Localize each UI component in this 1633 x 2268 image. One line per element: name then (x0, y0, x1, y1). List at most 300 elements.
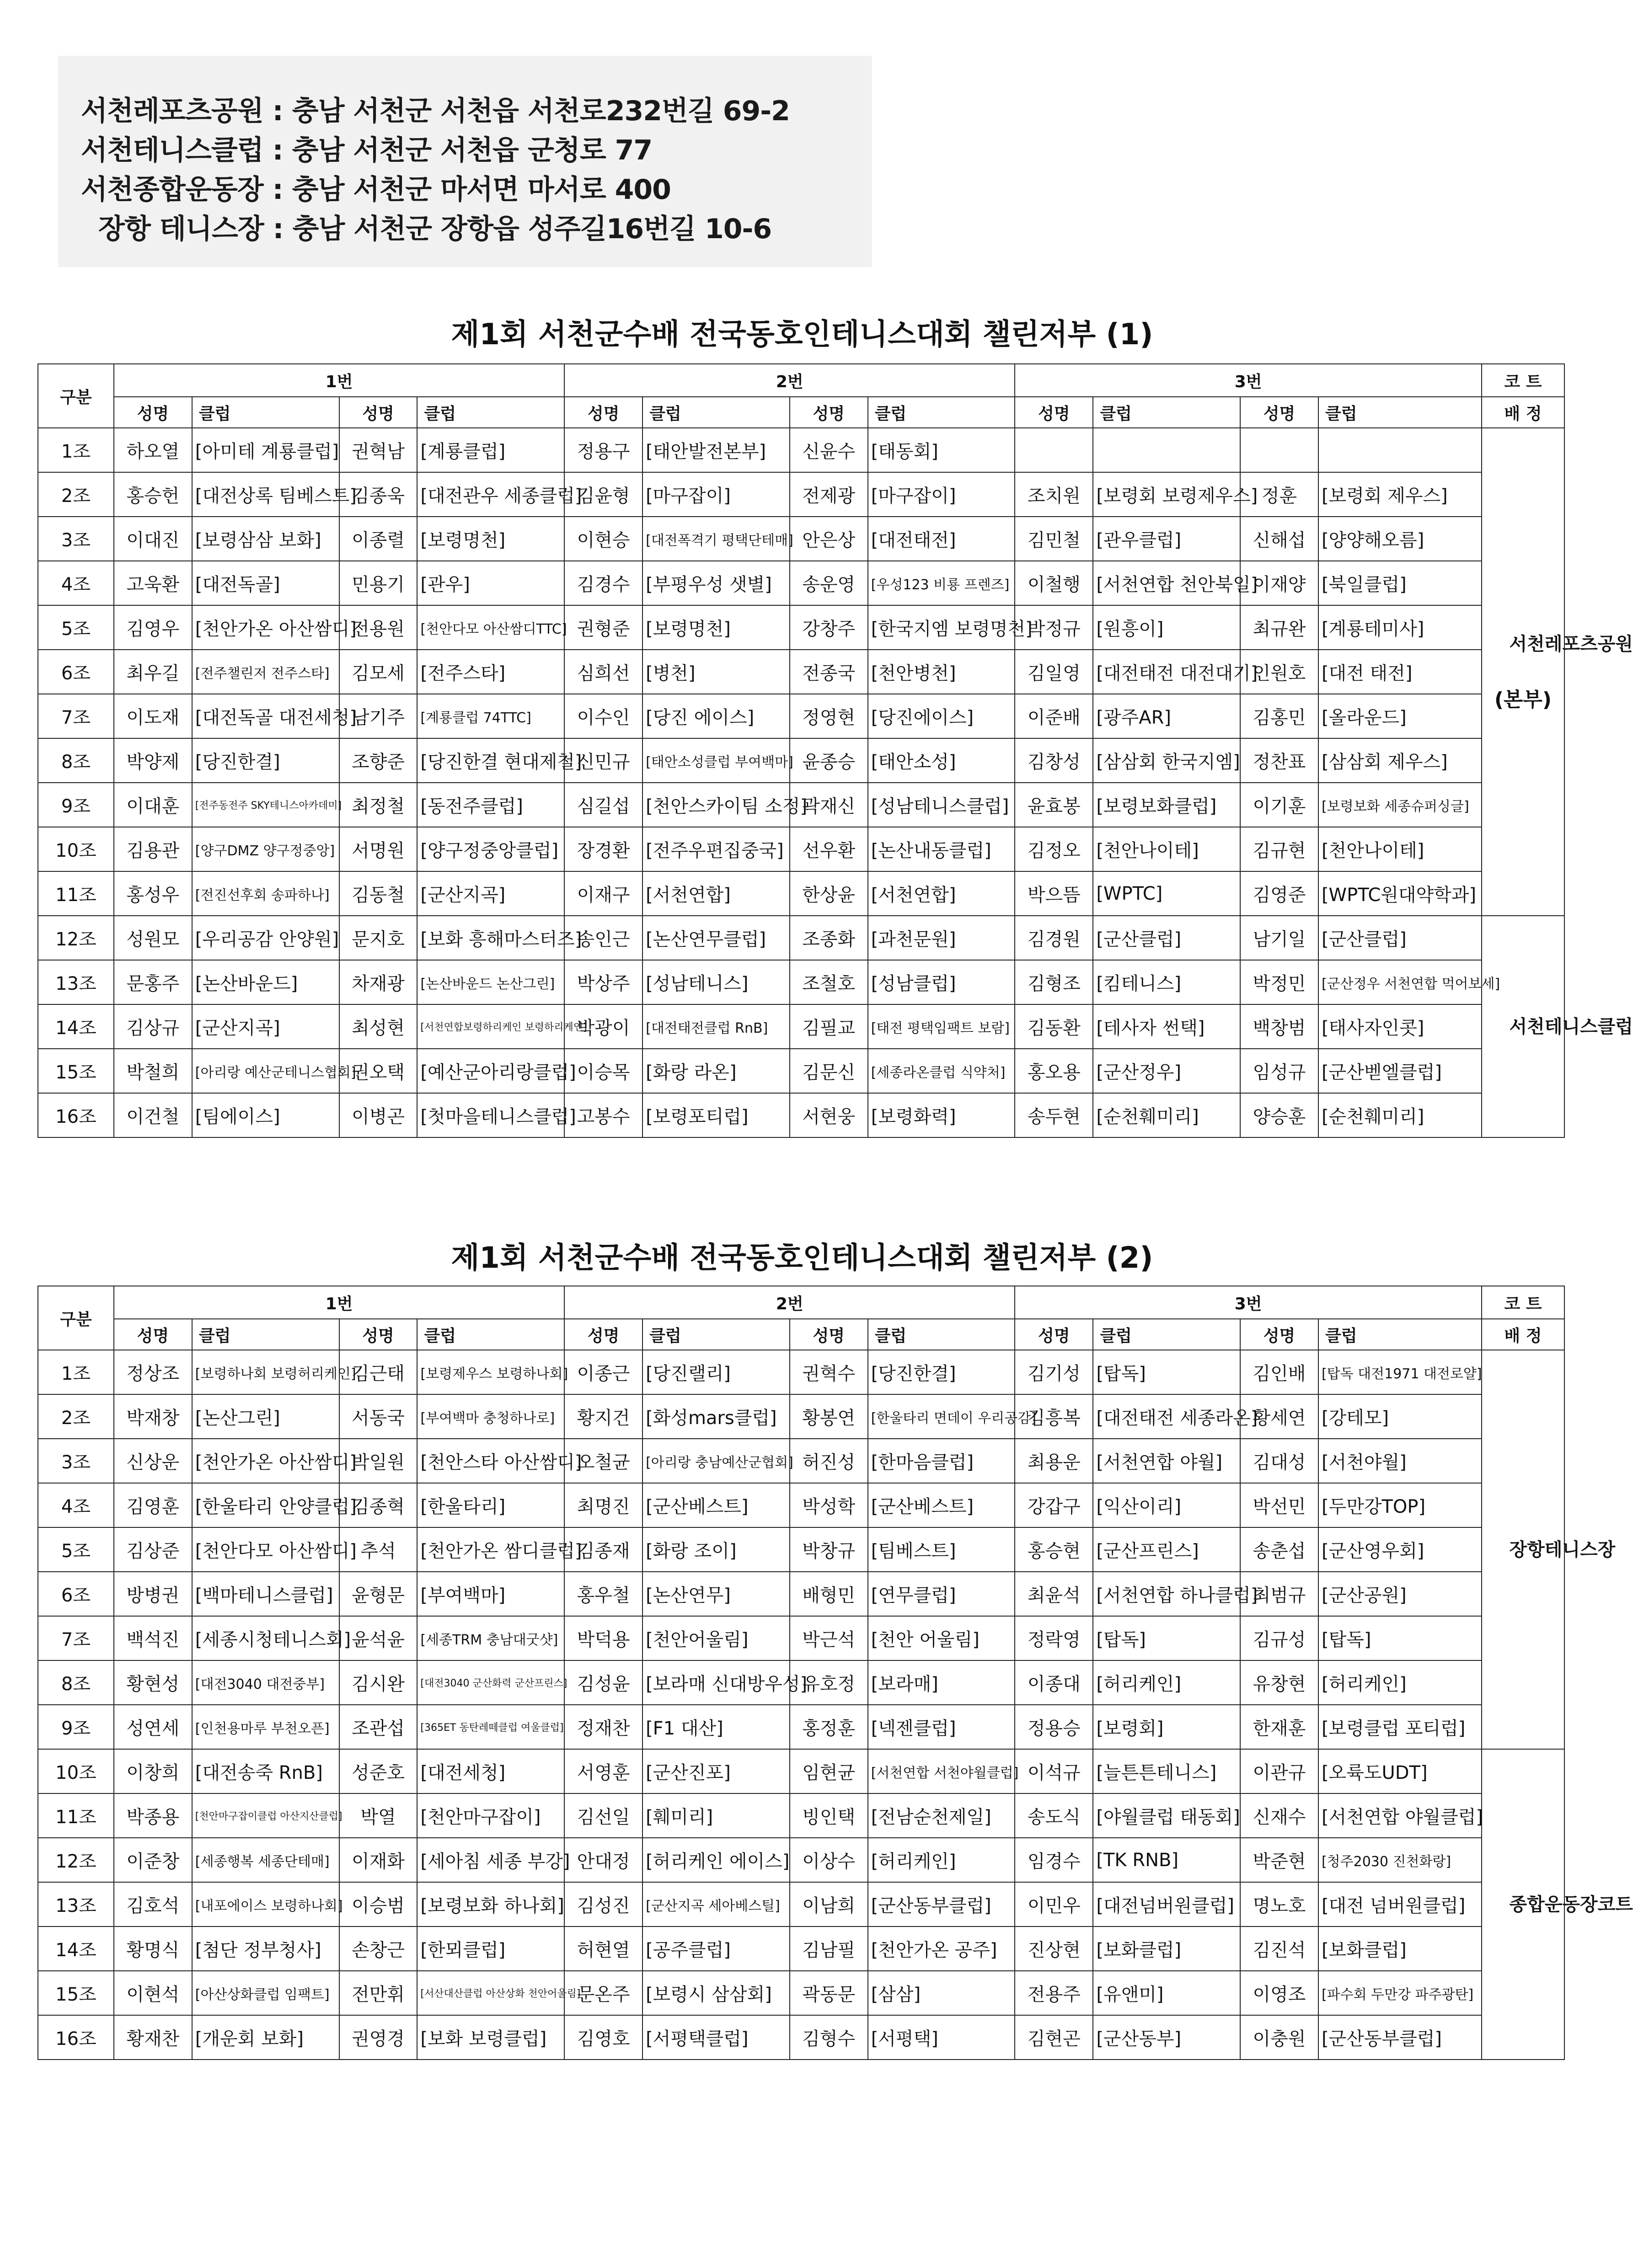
player-name: 전종국 (790, 650, 868, 694)
table-row (38, 1882, 1564, 1926)
player-club: [첫마을테니스클럽] (417, 1093, 564, 1137)
player-name: 이준창 (114, 1838, 192, 1882)
player-name: 유창현 (1240, 1660, 1318, 1705)
player-name: 이도재 (114, 694, 192, 738)
player-club: [전진선후회 송파하나] (192, 871, 339, 916)
player-club: [서천연합] (868, 871, 1015, 916)
header-court: 코 트 (1482, 1286, 1564, 1319)
player-club: [태안소성] (868, 738, 1015, 783)
player-club: [군산공원] (1318, 1572, 1482, 1616)
player-name: 하오열 (114, 428, 192, 472)
table-row (38, 1049, 1564, 1093)
header-club: 클럽 (192, 397, 339, 428)
player-club: [보령명천] (417, 517, 564, 561)
player-club: [동전주클럽] (417, 783, 564, 827)
header-group: 구분 (38, 364, 114, 428)
player-club: [팀에이스] (192, 1093, 339, 1137)
player-name: 이석규 (1015, 1749, 1093, 1793)
player-name: 최성현 (339, 1004, 418, 1049)
player-name: 이병곤 (339, 1093, 418, 1137)
player-name: 허현열 (564, 1926, 642, 1971)
player-name: 이수인 (564, 694, 642, 738)
table-row (38, 1793, 1564, 1838)
table-title: 제1회 서천군수배 전국동호인테니스대회 챌린저부 (1) (451, 318, 1153, 352)
player-name: 안대정 (564, 1838, 642, 1882)
player-name: 김남필 (790, 1926, 868, 1971)
player-name: 박광이 (564, 1004, 642, 1049)
player-club: [보령회 제우스] (1318, 472, 1482, 517)
player-club: [관우] (417, 561, 564, 605)
player-club: [군산베스트] (642, 1483, 790, 1527)
header-slot2: 2번 (564, 364, 1015, 397)
player-club: [양구정중앙클럽] (417, 827, 564, 871)
group-label: 1조 (38, 1350, 114, 1394)
player-club: [군산클럽] (1093, 916, 1240, 960)
header-name: 성명 (1240, 1319, 1318, 1350)
player-club: [서천야월] (1318, 1439, 1482, 1483)
player-name: 권혁수 (790, 1350, 868, 1394)
player-name: 박일원 (339, 1439, 418, 1483)
header-name: 성명 (1015, 1319, 1093, 1350)
player-name: 신윤수 (790, 428, 868, 472)
player-name: 김필교 (790, 1004, 868, 1049)
player-name: 정재찬 (564, 1705, 642, 1749)
player-name: 이대진 (114, 517, 192, 561)
player-club: [대전3040 대전중부] (192, 1660, 339, 1705)
header-slot2: 2번 (564, 1286, 1015, 1319)
player-name: 전용원 (339, 605, 418, 650)
player-club: [태동회] (868, 428, 1015, 472)
player-name: 유호정 (790, 1660, 868, 1705)
table-row (38, 1749, 1564, 1793)
player-name: 오철균 (564, 1439, 642, 1483)
player-club: [서천연합보령하리케인 보령하리케인] (417, 1004, 564, 1049)
player-name: 권혁남 (339, 428, 418, 472)
player-name: 김성윤 (564, 1660, 642, 1705)
group-label: 9조 (38, 1705, 114, 1749)
player-club: [대전3040 군산화력 군산프린스] (417, 1660, 564, 1705)
player-club: [천안가온 아산쌈디] (192, 1439, 339, 1483)
player-name (1015, 428, 1093, 472)
player-name: 김근태 (339, 1350, 418, 1394)
player-name: 선우환 (790, 827, 868, 871)
table-row (38, 871, 1564, 916)
table-row (38, 1350, 1564, 1394)
player-name: 김창성 (1015, 738, 1093, 783)
player-club: [대전태전 대전대기] (1093, 650, 1240, 694)
header-club: 클럽 (1318, 1319, 1482, 1350)
player-name: 최우길 (114, 650, 192, 694)
player-club: [양구DMZ 양구정중앙] (192, 827, 339, 871)
group-label: 15조 (38, 1971, 114, 2015)
table-row (38, 428, 1564, 472)
player-club: [관우클럽] (1093, 517, 1240, 561)
player-name: 홍우철 (564, 1572, 642, 1616)
player-club: [천안다모 아산쌈디TTC] (417, 605, 564, 650)
player-club: [당진한결] (192, 738, 339, 783)
player-club: [탑독 대전1971 대전로얄] (1318, 1350, 1482, 1394)
player-club: [서천연합 야월클럽] (1318, 1793, 1482, 1838)
court-assignment (1482, 1749, 1633, 2060)
player-club: [순천훼미리] (1093, 1093, 1240, 1137)
group-label: 8조 (38, 1660, 114, 1705)
player-club (1318, 428, 1482, 472)
group-label: 8조 (38, 738, 114, 783)
player-club: [보령제우스 보령하나회] (417, 1350, 564, 1394)
player-club (1093, 428, 1240, 472)
venue-address: 서천레포츠공원 : 충남 서천군 서천읍 서천로232번길 69-2 (81, 95, 790, 127)
player-name: 이기훈 (1240, 783, 1318, 827)
player-club: [보화 보령클럽] (417, 2015, 564, 2060)
player-name: 최정철 (339, 783, 418, 827)
header-name: 성명 (564, 397, 642, 428)
player-club: [F1 대산] (642, 1705, 790, 1749)
player-name: 김성진 (564, 1882, 642, 1926)
player-name: 이종렬 (339, 517, 418, 561)
player-name: 백창범 (1240, 1004, 1318, 1049)
player-club: [천안다모 아산쌈디] (192, 1527, 339, 1572)
player-name: 박준현 (1240, 1838, 1318, 1882)
header-name: 성명 (790, 1319, 868, 1350)
player-name: 김영우 (114, 605, 192, 650)
player-club: [팀베스트] (868, 1527, 1015, 1572)
player-name: 이승목 (564, 1049, 642, 1093)
player-club: [늘튼튼테니스] (1093, 1749, 1240, 1793)
player-name: 인원호 (1240, 650, 1318, 694)
player-club: [군산지곡] (417, 871, 564, 916)
player-name: 윤형문 (339, 1572, 418, 1616)
player-club: [내포에이스 보령하나회] (192, 1882, 339, 1926)
player-club: [논산내동클럽] (868, 827, 1015, 871)
group-label: 11조 (38, 1793, 114, 1838)
player-name: 정훈 (1240, 472, 1318, 517)
player-club: [대전관우 세종클럽] (417, 472, 564, 517)
player-name: 성준호 (339, 1749, 418, 1793)
player-club: [보령회] (1093, 1705, 1240, 1749)
player-name: 김진석 (1240, 1926, 1318, 1971)
player-club: [마구잡이] (642, 472, 790, 517)
player-name: 윤종승 (790, 738, 868, 783)
player-club: [TK RNB] (1093, 1838, 1240, 1882)
player-club: [군산진포] (642, 1749, 790, 1793)
player-name: 서현웅 (790, 1093, 868, 1137)
group-label: 3조 (38, 517, 114, 561)
table-title: 제1회 서천군수배 전국동호인테니스대회 챌린저부 (2) (451, 1241, 1153, 1275)
player-club: [천안가온 쌈디클럽] (417, 1527, 564, 1572)
player-name: 이현석 (114, 1971, 192, 2015)
player-club: [보라매 신대방우성] (642, 1660, 790, 1705)
player-club: [올라운드] (1318, 694, 1482, 738)
player-name: 박양제 (114, 738, 192, 783)
player-name: 박정규 (1015, 605, 1093, 650)
table-row (38, 1439, 1564, 1483)
player-name: 명노호 (1240, 1882, 1318, 1926)
player-name: 서동국 (339, 1394, 418, 1439)
player-name: 박종용 (114, 1793, 192, 1838)
player-name: 강창주 (790, 605, 868, 650)
player-club: [아리랑 충남예산군협회] (642, 1439, 790, 1483)
player-name: 차재광 (339, 960, 418, 1004)
player-name: 김영준 (1240, 871, 1318, 916)
player-name: 전제광 (790, 472, 868, 517)
player-name: 김종재 (564, 1527, 642, 1572)
player-club: [대전태전] (868, 517, 1015, 561)
header-club: 클럽 (642, 397, 790, 428)
player-name: 방병권 (114, 1572, 192, 1616)
player-club: [보화클럽] (1093, 1926, 1240, 1971)
table-row (38, 1838, 1564, 1882)
player-club: [군산동부클럽] (1318, 2015, 1482, 2060)
player-name: 성연세 (114, 1705, 192, 1749)
player-name: 최용운 (1015, 1439, 1093, 1483)
table-row (38, 561, 1564, 605)
player-name: 서명원 (339, 827, 418, 871)
player-club: [태안소성클럽 부여백마] (642, 738, 790, 783)
player-name: 조종화 (790, 916, 868, 960)
player-club: [논산바운드] (192, 960, 339, 1004)
header-group: 구분 (38, 1286, 114, 1350)
player-club: [탑독] (1318, 1616, 1482, 1660)
player-name: 권오택 (339, 1049, 418, 1093)
player-club: [당진한결] (868, 1350, 1015, 1394)
table-row (38, 1926, 1564, 1971)
player-club: [부여백마] (417, 1572, 564, 1616)
player-club: [대전상록 팀베스트] (192, 472, 339, 517)
player-club: [야월클럽 태동회] (1093, 1793, 1240, 1838)
player-club: [허리케인] (868, 1838, 1015, 1882)
player-name: 이남희 (790, 1882, 868, 1926)
player-club: [천안스카이팀 소정] (642, 783, 790, 827)
player-club: [군산정우 서천연합 먹어보세] (1318, 960, 1482, 1004)
player-club: [인천용마루 부천오픈] (192, 1705, 339, 1749)
player-name: 조관섭 (339, 1705, 418, 1749)
header-name: 성명 (339, 1319, 418, 1350)
player-name: 김흥복 (1015, 1394, 1093, 1439)
court-note: (본부) (1494, 688, 1552, 711)
player-club: [우성123 비룡 프렌즈] (868, 561, 1015, 605)
group-label: 4조 (38, 561, 114, 605)
group-label: 12조 (38, 1838, 114, 1882)
player-name: 김용관 (114, 827, 192, 871)
player-club: [논산바운드 논산그린] (417, 960, 564, 1004)
header-name: 성명 (1015, 397, 1093, 428)
player-name: 서영훈 (564, 1749, 642, 1793)
player-name: 박재창 (114, 1394, 192, 1439)
header-name: 성명 (339, 397, 418, 428)
player-name: 홍오용 (1015, 1049, 1093, 1093)
player-club: [대전폭격기 평택단테매] (642, 517, 790, 561)
player-name: 이민우 (1015, 1882, 1093, 1926)
player-name: 조치원 (1015, 472, 1093, 517)
group-label: 16조 (38, 1093, 114, 1137)
header-club: 클럽 (1093, 1319, 1240, 1350)
player-club: [한국지엠 보령명천] (868, 605, 1015, 650)
player-name: 황재찬 (114, 2015, 192, 2060)
player-name: 김종혁 (339, 1483, 418, 1527)
player-club: [한울타리 면데이 우리공감] (868, 1394, 1015, 1439)
player-club: [서천연합] (642, 871, 790, 916)
player-club: [탑독] (1093, 1350, 1240, 1394)
player-name: 이현승 (564, 517, 642, 561)
player-club: [부여백마 충청하나로] (417, 1394, 564, 1439)
player-club: [당진한결 현대제철] (417, 738, 564, 783)
player-club: [대전태전 세종라온] (1093, 1394, 1240, 1439)
bracket-table (37, 363, 1633, 1138)
group-label: 6조 (38, 650, 114, 694)
player-club: [화랑 라온] (642, 1049, 790, 1093)
player-club: [논산연무클럽] (642, 916, 790, 960)
header-name: 성명 (564, 1319, 642, 1350)
group-label: 10조 (38, 827, 114, 871)
player-name: 정락영 (1015, 1616, 1093, 1660)
player-name: 박덕용 (564, 1616, 642, 1660)
player-club: [공주클럽] (642, 1926, 790, 1971)
player-name: 박열 (339, 1793, 418, 1838)
player-name: 배형민 (790, 1572, 868, 1616)
player-club: [전남순천제일] (868, 1793, 1015, 1838)
player-club: [천안스타 아산쌈디] (417, 1439, 564, 1483)
player-name: 윤효봉 (1015, 783, 1093, 827)
player-name: 백석진 (114, 1616, 192, 1660)
player-name: 김규성 (1240, 1616, 1318, 1660)
header-club: 클럽 (417, 397, 564, 428)
player-name: 추석 (339, 1527, 418, 1572)
table-row (38, 605, 1564, 650)
player-name: 정찬표 (1240, 738, 1318, 783)
player-club: [백마테니스클럽] (192, 1572, 339, 1616)
player-club: [넥젠클럽] (868, 1705, 1015, 1749)
player-club: [계룡클럽 74TTC] (417, 694, 564, 738)
player-name: 박근석 (790, 1616, 868, 1660)
player-club: [아산상화클럽 임팩트] (192, 1971, 339, 2015)
player-name: 심길섭 (564, 783, 642, 827)
player-name: 안은상 (790, 517, 868, 561)
player-club: [삼삼] (868, 1971, 1015, 2015)
court-label: 서천테니스클럽 (1509, 1016, 1633, 1037)
player-club: [강테모] (1318, 1394, 1482, 1439)
player-club: [개운회 보화] (192, 2015, 339, 2060)
player-club: [계룡테미사] (1318, 605, 1482, 650)
player-club: [군산동부클럽] (868, 1882, 1015, 1926)
player-name: 박상주 (564, 960, 642, 1004)
player-name: 이준배 (1015, 694, 1093, 738)
player-club: [전주동전주 SKY테니스아카데미] (192, 783, 339, 827)
player-name: 양승훈 (1240, 1093, 1318, 1137)
player-name: 김규현 (1240, 827, 1318, 871)
table-row (38, 960, 1564, 1004)
player-name: 김민철 (1015, 517, 1093, 561)
player-name: 한재훈 (1240, 1705, 1318, 1749)
player-club: [허리케인] (1093, 1660, 1240, 1705)
player-club: [성남테니스] (642, 960, 790, 1004)
player-name: 남기주 (339, 694, 418, 738)
player-name: 조향준 (339, 738, 418, 783)
player-name: 김기성 (1015, 1350, 1093, 1394)
player-club: [천안마구잡이클럽 아산지산클럽] (192, 1793, 339, 1838)
player-club: [보화클럽] (1318, 1926, 1482, 1971)
player-name: 정상조 (114, 1350, 192, 1394)
player-name: 이철행 (1015, 561, 1093, 605)
player-name: 고욱환 (114, 561, 192, 605)
player-club: [보령회 보령제우스] (1093, 472, 1240, 517)
player-name: 김정오 (1015, 827, 1093, 871)
player-name: 이상수 (790, 1838, 868, 1882)
player-name: 이재구 (564, 871, 642, 916)
player-name: 문지호 (339, 916, 418, 960)
header-court-assign: 배 정 (1482, 397, 1564, 428)
player-name: 송인근 (564, 916, 642, 960)
header-club: 클럽 (192, 1319, 339, 1350)
player-club: [대전독골 대전세청] (192, 694, 339, 738)
group-label: 13조 (38, 960, 114, 1004)
player-club: [파수회 두만강 파주광탄] (1318, 1971, 1482, 2015)
player-name: 진상현 (1015, 1926, 1093, 1971)
player-name: 김호석 (114, 1882, 192, 1926)
group-label: 14조 (38, 1004, 114, 1049)
player-club: [익산이리] (1093, 1483, 1240, 1527)
player-club: [전주챌린저 전주스타] (192, 650, 339, 694)
player-club: [대전세청] (417, 1749, 564, 1793)
player-club: [두만강TOP] (1318, 1483, 1482, 1527)
player-club: [천안마구잡이] (417, 1793, 564, 1838)
player-club: [군산클럽] (1318, 916, 1482, 960)
table-row (38, 1705, 1564, 1749)
table-row (38, 517, 1564, 561)
player-name: 김모세 (339, 650, 418, 694)
player-club: [천안병천] (868, 650, 1015, 694)
player-name: 민용기 (339, 561, 418, 605)
player-club: [허리케인 에이스] (642, 1838, 790, 1882)
player-club: [오륙도UDT] (1318, 1749, 1482, 1793)
player-club: [성남테니스클럽] (868, 783, 1015, 827)
player-club: [보령화력] (868, 1093, 1015, 1137)
player-club: [계룡클럽] (417, 428, 564, 472)
table-row (38, 783, 1564, 827)
header-name: 성명 (114, 397, 192, 428)
player-name: 신민규 (564, 738, 642, 783)
player-club: [서천연합 천안북일] (1093, 561, 1240, 605)
player-club: [청주2030 진천화랑] (1318, 1838, 1482, 1882)
player-name: 송춘섭 (1240, 1527, 1318, 1572)
player-club: [테사자 썬택] (1093, 1004, 1240, 1049)
player-club: [마구잡이] (868, 472, 1015, 517)
player-club: [원흥이] (1093, 605, 1240, 650)
header-slot3: 3번 (1015, 1286, 1481, 1319)
player-club: [아미테 계룡클럽] (192, 428, 339, 472)
table-row (38, 738, 1564, 783)
player-name: 김동철 (339, 871, 418, 916)
player-name: 이종대 (1015, 1660, 1093, 1705)
player-name: 김동환 (1015, 1004, 1093, 1049)
venue-address: 장항 테니스장 : 충남 서천군 장항읍 성주길16번길 10-6 (98, 213, 772, 245)
player-name: 장경환 (564, 827, 642, 871)
header-club: 클럽 (868, 397, 1015, 428)
player-club: [대전 태전] (1318, 650, 1482, 694)
player-name (1240, 428, 1318, 472)
player-club: [병천] (642, 650, 790, 694)
player-name: 황봉연 (790, 1394, 868, 1439)
player-name: 권형준 (564, 605, 642, 650)
player-name: 김상준 (114, 1527, 192, 1572)
player-name: 남기일 (1240, 916, 1318, 960)
player-club: [성남클럽] (868, 960, 1015, 1004)
player-name: 김윤형 (564, 472, 642, 517)
player-name: 박으뜸 (1015, 871, 1093, 916)
player-name: 문온주 (564, 1971, 642, 2015)
player-name: 조철호 (790, 960, 868, 1004)
table-row (38, 1004, 1564, 1049)
player-club: [세종시청테니스회] (192, 1616, 339, 1660)
